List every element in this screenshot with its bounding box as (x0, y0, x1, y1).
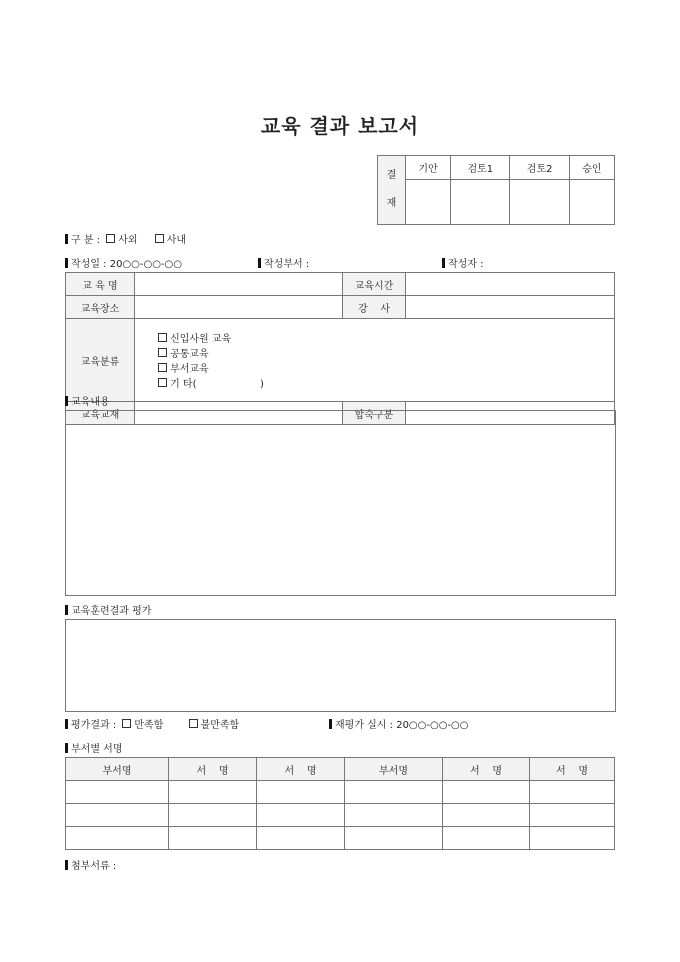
sign-cell[interactable] (345, 804, 443, 827)
table-row (66, 804, 615, 827)
sign-cell[interactable] (443, 804, 530, 827)
section-marker-icon (65, 396, 68, 406)
sign-cell[interactable] (530, 804, 615, 827)
sign-cell[interactable] (66, 827, 169, 850)
course-place-label: 교육장소 (66, 296, 135, 319)
approval-header-review2: 검토2 (510, 156, 569, 180)
eval-textarea[interactable] (65, 619, 616, 712)
section-marker-icon (65, 860, 68, 870)
sign-header-dept: 부서명 (66, 758, 169, 781)
approval-sign-review1[interactable] (451, 180, 510, 225)
content-section-title: 교육내용 (65, 393, 110, 408)
approval-side-label: 결 재 (378, 156, 406, 225)
approval-sign-review2[interactable] (510, 180, 569, 225)
course-name-input[interactable] (135, 273, 343, 296)
sign-cell[interactable] (443, 781, 530, 804)
category-options: 신입사원 교육 공통교육 부서교육 기 타( ) (135, 319, 615, 402)
sign-cell[interactable] (169, 804, 257, 827)
section-marker-icon (442, 258, 445, 268)
course-place-input[interactable] (135, 296, 343, 319)
eval-section-title: 교육훈련결과 평가 (65, 602, 151, 617)
sign-cell[interactable] (66, 781, 169, 804)
content-textarea[interactable] (65, 410, 616, 596)
checkbox-external[interactable] (106, 234, 115, 243)
table-row (66, 781, 615, 804)
section-marker-icon (329, 719, 332, 729)
reeval-field: 재평가 실시 : 20○○-○○-○○ (329, 716, 469, 731)
sign-cell[interactable] (169, 827, 257, 850)
section-marker-icon (65, 234, 68, 244)
completion-label: 합숙구분 (343, 402, 406, 425)
checkbox-other[interactable] (158, 378, 167, 387)
division-row: 구 분 : 사외 사내 (65, 231, 186, 246)
material-label: 교육교재 (66, 402, 135, 425)
course-time-input[interactable] (406, 273, 615, 296)
sign-header-sign: 서 명 (530, 758, 615, 781)
sign-cell[interactable] (257, 781, 345, 804)
sign-cell[interactable] (257, 804, 345, 827)
checkbox-unsatisfied[interactable] (189, 719, 198, 728)
approval-sign-draft[interactable] (406, 180, 451, 225)
checkbox-internal[interactable] (155, 234, 164, 243)
approval-sign-approve[interactable] (569, 180, 614, 225)
instructor-label: 강 사 (343, 296, 406, 319)
sign-section-title: 부서별 서명 (65, 740, 122, 755)
sign-cell[interactable] (257, 827, 345, 850)
date-field: 작성일 : 20○○-○○-○○ (65, 255, 182, 270)
section-marker-icon (65, 719, 68, 729)
category-label: 교육분류 (66, 319, 135, 402)
checkbox-common[interactable] (158, 348, 167, 357)
section-marker-icon (65, 605, 68, 615)
info-table (65, 272, 615, 425)
sign-cell[interactable] (66, 804, 169, 827)
result-row: 평가결과 : 만족함 불만족함 (65, 716, 239, 731)
sign-cell[interactable] (345, 827, 443, 850)
sign-cell[interactable] (443, 827, 530, 850)
approval-table (377, 155, 615, 225)
page-title: 교육 결과 보고서 (260, 114, 420, 138)
course-time-label: 교육시간 (343, 273, 406, 296)
approval-header-approve: 승인 (569, 156, 614, 180)
course-name-label: 교 육 명 (66, 273, 135, 296)
checkbox-department[interactable] (158, 363, 167, 372)
checkbox-satisfied[interactable] (122, 719, 131, 728)
sign-cell[interactable] (169, 781, 257, 804)
section-marker-icon (65, 743, 68, 753)
sign-header-sign: 서 명 (257, 758, 345, 781)
sign-cell[interactable] (530, 781, 615, 804)
table-row (66, 827, 615, 850)
attachments-field: 첨부서류 : (65, 857, 116, 872)
sign-header-dept: 부서명 (345, 758, 443, 781)
section-marker-icon (258, 258, 261, 268)
sign-header-sign: 서 명 (443, 758, 530, 781)
sign-cell[interactable] (345, 781, 443, 804)
checkbox-new-hire[interactable] (158, 333, 167, 342)
approval-header-review1: 검토1 (451, 156, 510, 180)
approval-header-draft: 기안 (406, 156, 451, 180)
sign-header-sign: 서 명 (169, 758, 257, 781)
instructor-input[interactable] (406, 296, 615, 319)
section-marker-icon (65, 258, 68, 268)
sign-table (65, 757, 615, 850)
dept-field: 작성부서 : (258, 255, 309, 270)
sign-cell[interactable] (530, 827, 615, 850)
author-field: 작성자 : (442, 255, 484, 270)
